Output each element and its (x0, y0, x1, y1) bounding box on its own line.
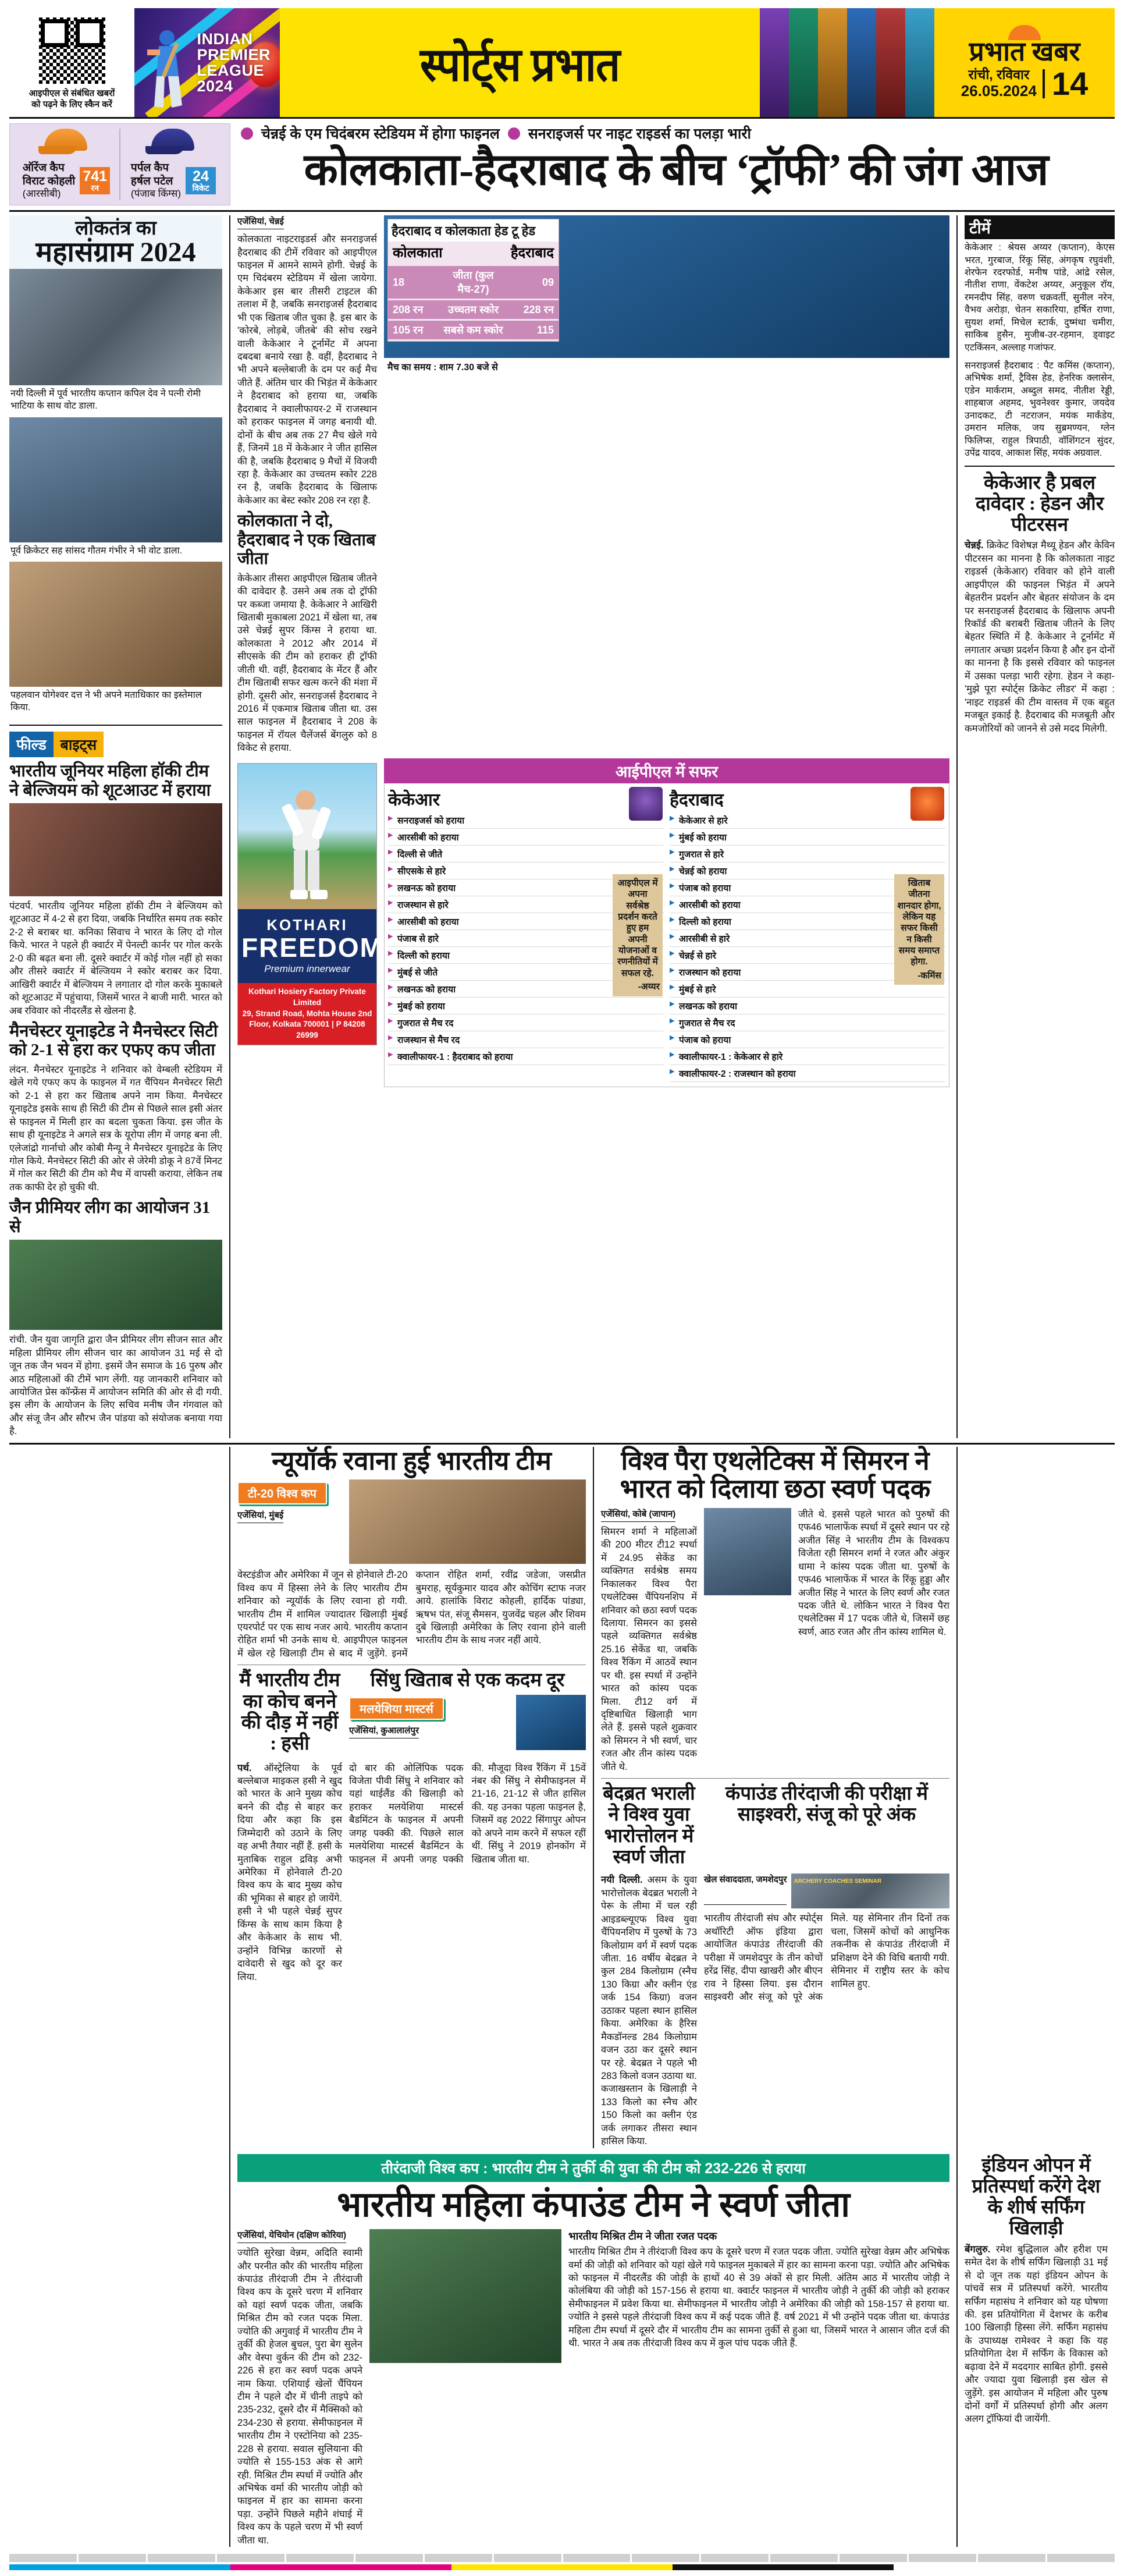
journey-srh-item: ▶ क्वालीफायर-1 : केकेआर से हारे (670, 1048, 945, 1065)
simran-body: सिमरन शर्मा ने महिलाओं की 200 मीटर टी12 स्पर्धा में 24.95 सेकेंड का व्यक्तिगत सर्वश्रेष्ठ समय निकालकर विश्व पैरा एथलेटिक्स चैंपियनशिप में शनिवार को छठा स्वर्ण पदक दिलाया. सिमरन का इससे पहले व्यक्तिगत सर्वश्रेष्ठ 25.16 सेकेंड था, जबकि विश्व रैंकिंग में आठवें स्थान पर थी. इस स्पर्धा में उन्होंने भारत को कांस्य पदक मिला. टी12 वर्ग में दृष्टिबाधित खिलाड़ी भाग लेते हैं. इससे पहले शुक्रवार को सिमरन ने भी स्वर्ण, चार रजत और तीन कांस्य पदक जीते थे. (601, 1526, 697, 1772)
h2h-metric: सबसे कम स्कोर (443, 324, 503, 336)
journey-srh-item: ▶ केकेआर से हारे (670, 812, 945, 829)
bedabrat-body: नयी दिल्ली. असम के युवा भारोत्तोलक बेदब्रत भराली ने पेरू के लीमा में चल रही आइडब्ल्यूएफ विश्व युवा चैंपियनशिप में पुरुषों के 73 किलोग्राम वर्ग में स्वर्ण पदक जीता. 16 वर्षीय बेदब्रत ने कुल 284 किलोग्राम (स्नैच 130 किग्रा और क्लीन एंड जर्क 154 किग्रा) वजन उठाकर पहला स्थान हासिल किया. अमेरिका के हैरिस मैकडॉनल्ड 284 किलोग्राम वजन उठा कर दूसरे स्थान पर रहे. बेदब्रत ने पहले भी 283 किलो वजन उठाया था. कजाखस्तान के खिलाड़ी ने 133 किलो का स्नैच और 150 किलो का क्लीन एंड जर्क लगाकर तीसरा स्थान हासिल किया. (601, 1875, 697, 2147)
purple-cap-unit: विकेट (192, 183, 209, 193)
journey-kkr-item: ▶ लखनऊ को हराया (388, 879, 664, 896)
edition-city: रांची, रविवार (968, 66, 1030, 82)
orange-cap-value: 741 (83, 168, 108, 185)
sindhu-body: दो बार की ओलिंपिक पदक विजेता पीवी सिंधु ने शनिवार को यहां थाईलैंड की खिलाड़ी को हराकर मलयेशिया मास्टर्स बैडमिंटन के फाइनल में अपनी जगह पक्की की. पिछले साल मलयेशिया मास्टर्स बैडमिंटन के फाइनल में अपनी जगह पक्की की. मौजूदा विश्व रैंकिंग में 15वें नंबर की सिंधु ने सेमीफाइनल में 21-16, 21-12 से जीत हासिल की. यह उनका पहला फाइनल है, जिसमें वह 2022 सिंगापुर ओपन को अपने नाम करने में सफल रहीं थीं. सिंधु ने 2019 होनकोंग में खिताब जीता था. (349, 1762, 586, 1865)
journey-srh-item: ▶ चेन्नई से हारे (670, 947, 945, 964)
journey-kkr-item: ▶ सनराइजर्स को हराया (388, 812, 664, 829)
ad-company: Kothari Hosiery Factory Private Limited (248, 987, 366, 1007)
h2h-right-value: 09 (542, 276, 554, 288)
simran-story (594, 1447, 958, 2148)
bullet-dot-icon (241, 127, 253, 140)
top-band (9, 123, 1115, 205)
section-title-banner (280, 8, 760, 117)
srh-quote-text: खिताब जीतना शानदार होगा, लेकिन यह सफर किसी न किसी समय समाप्त होगा. (897, 878, 941, 967)
bedabrat-headline: बेदब्रत भराली ने विश्व युवा भारोत्तोलन में स्वर्ण जीता (603, 1783, 695, 1868)
photo-archery-team (369, 2229, 561, 2363)
h2h-row (388, 266, 559, 299)
journey-kkr-item: ▶ मुंबई से जीते (388, 964, 664, 981)
journey-kkr-item: ▶ सीएसके से हारे (388, 863, 664, 879)
journey-srh-item: ▶ लखनऊ को हराया (670, 998, 945, 1014)
kicker-1: चेन्नई के एम चिदंबरम स्टेडियम में होगा फाइनल (261, 126, 500, 142)
qr-block (9, 8, 134, 117)
h2h-left-value: 18 (393, 276, 405, 288)
purple-cap-team: (पंजाब किंग्स) (130, 188, 182, 200)
fb-story2-headline: मैनचेस्टर यूनाइटेड ने मैनचेस्टर सिटी को 2-1 से हरा कर एफए कप जीता (9, 1021, 218, 1060)
caps-leaderboard (9, 123, 230, 205)
fb-story3-body: रांची. जैन युवा जागृति द्वारा जैन प्रीमियर लीग सीजन सात और महिला प्रीमियर लीग सीजन चार का आयोजन 31 मई से दो जून तक जैन भवन में होगा. इसमें जैन समाज के 16 पुरुष और आठ महिलाओं की टीमें भाग लेंगी. यह जानकारी शनिवार को आयोजित प्रेस कॉन्फ्रेंस में आयोजन समिति की ओर से दी गयी. इस लीग के आयोजन के लिए सचिव मनीष जैन गंगवाल को और संजू जैन और सौरभ जैन पांडया को संयोजक बनाया गया है. (9, 1335, 222, 1437)
journey-srh-item: ▶ आरसीबी से हारे (670, 930, 945, 947)
loktantra-line1: लोकतंत्र का (75, 218, 156, 240)
photo-hockey (9, 803, 222, 896)
journey-srh-item: ▶ पंजाब को हराया (670, 1031, 945, 1048)
journey-kkr-quote (613, 874, 663, 996)
hussey-body: पर्थ. ऑस्ट्रेलिया के पूर्व बल्लेबाज माइकल हसी ने खुद को भारत के आने मुख्य कोच बनने की दौड़ से बाहर कर दिया और कहा कि इस जिम्मेदारी को उठाने के लिए वह अभी तैयार नहीं हैं. हसी के मुताबिक राहुल द्रविड़ अभी अमेरिका में होनेवाले टी-20 विश्व कप के बाद मुख्य कोच की भूमिका से बाहर हो जायेंगे. हसी ने भी पहले चेन्नई सुपर किंग्स के साथ काम किया है और केकेआर के साथ भी. उन्होंने विभिन्न कारणों से दावेदारी से खुद को दूर कर लिया. (237, 1762, 342, 1982)
archery-band: तीरंदाजी विश्व कप : भारतीय टीम ने तुर्की की युवा की टीम को 232-226 से हराया (237, 2154, 949, 2182)
divider (9, 210, 1115, 212)
bullet-dot-icon (508, 127, 520, 140)
kkr-quote-text: आइपीएल में अपना सर्वश्रेष्ठ प्रदर्शन करते हुए हम अपनी योजनाओं व रणनीतियों में सफल रहे. (617, 878, 658, 978)
journey-kkr (388, 787, 664, 1082)
lead-headline: कोलकाता-हैदराबाद के बीच ‘ट्रॉफी’ की जंग आज (304, 146, 1048, 194)
hussey-byline: पर्थ. (237, 1762, 252, 1773)
h2h-metric: जीता (कुल मैच-27) (453, 269, 494, 296)
surfing-byline: बेंगलुरु. (965, 2244, 991, 2255)
lead-subhead: कोलकाता ने दो, हैदराबाद ने एक खिताब जीता (237, 512, 376, 569)
section-title: स्पोर्ट्स प्रभात (419, 40, 620, 91)
ipl-line1: INDIAN (197, 30, 253, 48)
journey-kkr-item: ▶ पंजाब से हारे (388, 930, 664, 947)
journey-srh-item: ▶ गुजरात से मैच रद (670, 1014, 945, 1031)
journey-srh-item: ▶ राजस्थान को हराया (670, 964, 945, 981)
journey-srh-item: ▶ दिल्ली को हराया (670, 913, 945, 930)
photo-gautam-gambhir (9, 417, 222, 542)
archery-byline: एजेंसियां, येचियोन (दक्षिण कोरिया) (237, 2229, 346, 2243)
photo-caption-1: नयी दिल्ली में पूर्व भारतीय कप्तान कपिल देव ने पत्नी रोमी भाटिया के साथ वोट डाला. (10, 389, 201, 411)
kkr-favourite-byline: चेन्नई. (965, 540, 984, 551)
journey-kkr-item: ▶ गुजरात से मैच रद (388, 1014, 664, 1031)
journey-title: आईपीएल में सफर (384, 758, 949, 783)
archery-subbody: भारतीय मिश्रित टीम ने तीरंदाजी विश्व कप के दूसरे चरण में रजत पदक जीता. ज्योति सुरेखा वेन्नम और अभिषेक वर्मा की जोड़ी को शनिवार को यहां खेले गये फाइनल मुकाबले में हार का सामना करना पड़ा. ज्योति और अभिषेक को फाइनल में नीदरलैंड की जोड़ी के हाथों 40 से 39 अंकों से हार मिली. अंतिम आठ में भारतीय जोड़ी ने कोलंबिया की जोड़ी को 157-156 से हराया था. क्वार्टर फाइनल में भारतीय जोड़ी ने तुर्की की जोड़ी को हराकर सेमीफाइनल में प्रवेश किया था. सेमीफाइनल में भारतीय जोड़ी ने अमेरिका की जोड़ी को 158-157 से हराया था. ज्योति ने इससे पहले तीरंदाजी विश्व कप में कई पदक जीते हैं. वर्ष 2021 में भी उन्होंने पदक जीता था. कंपाउंड महिला टीम स्पर्धा में दूसरे दौर में भारतीय टीम का सामना तुर्की से हुआ था, जिसमें भारत ने आसान जीत दर्ज की थी. भारत ने अब तक तीरंदाजी विश्व कप में कुल पांच पदक जीते हैं. (568, 2247, 949, 2349)
color-calibration-bar (9, 2564, 1115, 2570)
newyork-body: वेस्टइंडीज और अमेरिका में जून से होनेवाले टी-20 विश्व कप में हिस्सा लेने के लिए भारतीय टीम शनिवार को न्यूयॉर्क के लिए रवाना हो गयी. भारतीय टीम में शामिल ज्यादातर खिलाड़ी मुंबई एयरपोर्ट पर एक साथ नजर आये. भारतीय कप्तान रोहित शर्मा भी उनके साथ थे. आइपीएल फाइनल में खेल रहे खिलाड़ी टीम से बाद में जुड़ेंगे. इनमें कप्तान रोहित शर्मा, रवींद्र जडेजा, जसप्रीत बुमराह, सूर्यकुमार यादव और कोचिंग स्टाफ नजर आये. हालांकि विराट कोहली, हार्दिक पांड्या, ऋषभ पंत, संजू सैमसन, युजवेंद्र चहल और शिवम दुबे खिलाड़ी अमेरिका के लिए रवाना होने वाली भारतीय टीम के साथ नजर नहीं आये. (237, 1570, 586, 1659)
journey-kkr-item: ▶ क्वालीफायर-1 : हैदराबाद को हराया (388, 1048, 664, 1065)
h2h-metric: उच्चतम स्कोर (448, 304, 499, 316)
teams-title: टीमें (965, 215, 1115, 239)
newyork-story (230, 1447, 594, 2148)
head-to-head-panel (387, 219, 559, 342)
ad-address: 29, Strand Road, Mohta House 2nd Floor, Kolkata 700001 | P 84208 26999 (242, 1009, 372, 1040)
purple-cap-value: 24 (193, 168, 209, 185)
hussey-headline: मैं भारतीय टीम का कोच बनने की दौड़ में नहीं : हसी (239, 1670, 340, 1755)
ipl-banner (134, 8, 280, 117)
journey-kkr-item: ▶ मुंबई को हराया (388, 998, 664, 1014)
journey-kkr-item: ▶ लखनऊ को हराया (388, 981, 664, 998)
sindhu-headline: सिंधु खिताब से एक कदम दूर (370, 1670, 565, 1691)
match-time: मैच का समय : शाम 7.30 बजे से (387, 363, 498, 373)
purple-cap-badge (186, 167, 216, 194)
kicker-2: सनराइजर्स पर नाइट राइडर्स का पलड़ा भारी (528, 126, 752, 142)
lead-byline: एजेंसियां, चेन्नई (237, 215, 284, 229)
orange-cap-badge (80, 167, 110, 194)
photo-caption-2: पूर्व क्रिकेटर सह सांसद गौतम गंभीर ने भी वोट डाला. (10, 545, 183, 556)
ad-product: FREEDOM (241, 932, 383, 963)
simran-byline: एजेंसियां, कोबे (जापान) (601, 1508, 675, 1522)
ad-tagline: Premium innerwear (264, 963, 350, 974)
surfing-headline: इंडियन ओपन में प्रतिस्पर्धा करेंगे देश के शीर्ष सर्फिंग खिलाड़ी (972, 2155, 1101, 2240)
simran-body-2: जीते थे. इससे पहले भारत को पुरुषों की एफ46 भालाफेंक स्पर्धा में दूसरे स्थान पर रहे अजीत सिंह ने भारतीय टीम के विश्वकप विजेता रही सिमरन शर्मा ने रजत और अंकुर धामा ने कांस्य पदक जीता था. पुरुषों के एफ46 भालाफेंक में भारत के रिंकू हुड्डा और अजीत सिंह ने भारत के लिए स्वर्ण और रजत पदक जीते थे. लोकिन भारत ने विश्व पैरा एथलेटिक्स में 17 पदक जीते थे, जिसमें छह स्वर्ण, आठ रजत और तीन कांस्य शामिल थे. (798, 1509, 949, 1637)
journey-srh-item: ▶ आरसीबी को हराया (670, 896, 945, 913)
journey-srh-item: ▶ मुंबई को हराया (670, 829, 945, 846)
purple-cap-cell (119, 129, 226, 200)
h2h-team-left: कोलकाता (393, 245, 443, 261)
brand-block (934, 8, 1115, 117)
field-bites-label-2: बाइट्स (54, 732, 104, 757)
compound-byline: खेल संवाददाता, जमशेदपुर (704, 1874, 787, 1905)
seminar-banner-text: ARCHERY COACHES SEMINAR (794, 1878, 882, 1885)
journey-srh-item: ▶ चेन्नई को हराया (670, 863, 945, 879)
batsman-illustration-icon (141, 26, 195, 113)
journey-srh-item: ▶ पंजाब को हराया (670, 879, 945, 896)
ipl-line2: PREMIER (197, 45, 271, 63)
journey-kkr-name: केकेआर (388, 790, 440, 810)
archery-subhead: भारतीय मिश्रित टीम ने जीता रजत पदक (568, 2230, 717, 2243)
simran-headline: विश्व पैरा एथलेटिक्स में सिमरन ने भारत को दिलाया छठा स्वर्ण पदक (620, 1446, 931, 1504)
orange-cap-team: (आरसीबी) (22, 188, 61, 200)
bedabrat-byline: नयी दिल्ली. (601, 1875, 643, 1886)
photo-pahalwan (9, 562, 222, 687)
journey-kkr-item: ▶ राजस्थान से मैच रद (388, 1031, 664, 1048)
h2h-team-right: हैदराबाद (510, 245, 554, 261)
lead-text-block (237, 215, 377, 755)
field-bites-label-1: फील्ड (9, 732, 54, 757)
photo-kapil-dev (9, 269, 222, 385)
ad-image (238, 764, 376, 909)
journey-srh-quote (894, 874, 944, 985)
photo-simran (704, 1508, 791, 1595)
sindhu-byline: एजेंसियां, कुआलालंपुर (349, 1725, 419, 1738)
journey-srh-item: ▶ मुंबई से हारे (670, 981, 945, 998)
orange-cap-title: ऑरेंज कैप (22, 162, 65, 174)
lead-body-2: केकेआर तीसरा आइपीएल खिताब जीतने की दावेदार है. उसने अब तक दो ट्रॉफी पर कब्जा जमाया है. केकेआर ने आखिरी खिताबी मुकाबला 2021 में खेला था, तब उसे चेन्नई सुपर किंग्स ने हराया था. कोलकाता ने 2012 और 2014 में सीएसके की टीम को हराकर ही ट्रॉफी जीती थी. वहीं, हैदराबाद के मेंटर हैं और टीम खिताबी सफर खत्म करने की मंशा में होगी. दूसरी ओर, सनराइजर्स हैदराबाद ने 2016 में एकमात्र खिताब जीता था. उस साल फाइनल में हैदराबाद ने 208 के फाइनल में रॉयल चैलेंजर्स बेंगलुरु को 8 विकेट से हराया. (237, 573, 377, 754)
h2h-row (388, 321, 559, 339)
kkr-quote-source: -अय्यर (638, 982, 660, 992)
t20-worldcup-pill: टी-20 विश्व कप (237, 1482, 327, 1505)
orange-cap-cell (13, 129, 119, 200)
journey-srh (670, 787, 945, 1082)
fb-story1-headline: भारतीय जूनियर महिला हॉकी टीम ने बेल्जियम को शूटआउट में हराया (9, 762, 211, 800)
journey-srh-name: हैदराबाद (670, 790, 724, 810)
lower-col-4 (958, 1447, 1115, 2148)
field-bites-logo (9, 732, 222, 757)
lead-media-block (384, 215, 949, 755)
main-grid (9, 215, 1115, 1438)
orange-cap-unit: रन (91, 183, 99, 193)
bottom-col-left-spacer (9, 2148, 230, 2547)
purple-cap-icon (145, 129, 201, 159)
archery-body: ज्योति सुरेखा वेन्नम, अदिति स्वामी और परनीत कौर की भारतीय महिला कंपाउंड तीरंदाजी टीम ने तीरंदाजी विश्व कप के दूसरे चरण में शनिवार को यहां स्वर्ण पदक जीता, जबकि मिश्रित टीम को रजत पदक मिला. ज्योति की अगुवाई में भारतीय टीम ने तुर्की की हेजल बुचल, पुरा बेग सुलेन और वेस्पा वुर्कन की टीम को 232-226 से हरा कर स्वर्ण पदक अपने नाम किया. एशियाई खेलों चैंपियन टीम ने पहले दौर में चीनी ताइपे को 235-232, दूसरे दौर में मैक्सिको को 234-230 से हराया. सेमीफाइनल में भारतीय टीम ने एस्टोनिया को 235-228 से हराया. सवाल सुलियाना की ज्योति से 155-153 अंक से आगे रही. मिश्रित टीम स्पर्धा में ज्योति और अभिषेक वर्मा की भारतीय जोड़ी को फाइनल में हार का सामना करना पड़ा. उन्होंने पिछले महीने शंघाई में विश्व कप के पहले चरण में भी स्वर्ण जीता था. (237, 2248, 362, 2546)
photo-caption-3: पहलवान योगेश्वर दत्त ने भी अपने मताधिकार का इस्तेमाल किया. (10, 690, 202, 713)
page-number: 14 (1043, 69, 1088, 98)
loktantra-logo (9, 215, 222, 269)
archery-headline: भारतीय महिला कंपाउंड टीम ने स्वर्ण जीता (337, 2185, 850, 2224)
kkr-favourite-headline: केकेआर है प्रबल दावेदार : हेडन और पीटरसन (975, 472, 1104, 536)
photo-sindhu (516, 1695, 586, 1750)
ipl-logo-text (197, 31, 280, 94)
h2h-right-value: 228 रन (523, 304, 554, 316)
ipl-line3: LEAGUE (197, 61, 264, 79)
newyork-headline: न्यूयॉर्क रवाना हुई भारतीय टीम (272, 1446, 552, 1475)
lower-grid (9, 1447, 1115, 2148)
srh-quote-source: -कमिंस (917, 970, 941, 981)
h2h-left-value: 105 रन (393, 324, 424, 336)
journey-srh-item: ▶ क्वालीफायर-2 : राजस्थान को हराया (670, 1065, 945, 1082)
ad-brand: KOTHARI (266, 916, 348, 934)
lead-headline-block (237, 123, 1115, 205)
compound-headline: कंपाउंड तीरंदाजी की परीक्षा में साइश्वरी, संजू को पूरे अंक (725, 1783, 928, 1826)
compound-body: भारतीय तीरंदाजी संघ और स्पोर्ट्स अथॉरिटी ऑफ इंडिया द्वारा आयोजित कंपाउंड तीरंदाजी की परीक्षा में जमशेदपुर के तीन कोचों हरेंद्र सिंह, दीपा खाखरी और बीएन राव ने हिस्सा लिया. इस दौरान साइश्वरी और संजू को पूरे अंक मिले. यह सेमिनार तीन दिनों तक चला, जिसमें कोचों को आधुनिक तकनीक से कंपाउंड तीरंदाजी में प्रशिक्षण देने की विधि बतायी गयी. सेमिनार में राष्ट्रीय स्तर के कोच शामिल हुए. (704, 1913, 949, 2002)
footer-registration-strip (9, 2554, 1115, 2562)
purple-cap-title: पर्पल कैप (130, 162, 169, 174)
h2h-left-value: 208 रन (393, 304, 424, 316)
column-left (9, 215, 230, 1438)
column-right (958, 215, 1115, 1438)
lead-body: कोलकाता नाइटराइडर्स और सनराइजर्स हैदराबाद की टीमें रविवार को आइपीएल फाइनल में आमने सामने होगी. चेन्नई के एम चिदंबरम स्टेडियम में खेला जायेगा. केकेआर इस बार तीसरी टाइटल की तलाश में है, जबकि सनराइजर्स हैदराबाद भी एक खिताब जीत चुका है. इस बार के 'कोरबे, लोड़बे, जीतबे' की सोच रखने वाली केकेआर ने टूर्नामेंट में अपना दबदबा बनाये रखा है. वहीं, हैदराबाद ने भी अपने बल्लेबाजी के दम पर कई मैच जीते हैं. अंतिम चार की भिड़ंत में केकेआर ने हैदराबाद को हराया था, जबकि हैदराबाद ने क्वालीफायर-2 में राजस्थान को हराकर फाइनल में जगह बनायी थी. दोनों के बीच अब तक 27 मैच खेले गये हैं, जिनमें 18 में केकेआर ने जीत हासिल की है, जबकि हैदराबाद 9 मैचों में विजयी रहा है. केकेआर का उच्चतम स्कोर 228 रन है, जबकि हैदराबाद के खिलाफ केकेआर का बेस्ट स्कोर 208 रन रहा है. (237, 234, 377, 506)
archery-story (230, 2148, 958, 2547)
teams-kkr: केकेआर : श्रेयस अय्यर (कप्तान), केएस भरत, गुरबाज, रिंकू सिंह, अंगकृष रघुवंशी, शेरफेन रदरफोर्ड, मनीष पांडे, आंद्रे रसेल, नीतीश राणा, वेंकटेश अय्यर, अनुकूल रॉय, रमनदीप सिंह, वरुण चक्रवर्ती, सुनील नरेन, वैभव अरोड़ा, चेतन सकारिया, हर्षित राणा, सुयश शर्मा, मिचेल स्टार्क, दुष्मंथा चमीरा, साकिब हुसैन, मुजीब-उर-रहमान, ड्वाइट एटकिंसन, अल्लाह गजांफर. (965, 243, 1115, 353)
brand-name: प्रभात खबर (969, 36, 1080, 66)
lower-col-1 (9, 1447, 230, 2148)
photo-archery-seminar (791, 1874, 949, 1908)
h2h-title: हैदराबाद व कोलकाता हेड टू हेड (388, 219, 559, 242)
ipl-line4: 2024 (197, 77, 233, 95)
h2h-right-value: 115 (536, 324, 554, 336)
journey-kkr-item: ▶ दिल्ली से जीते (388, 846, 664, 863)
loktantra-line2: महासंग्राम 2024 (35, 237, 196, 268)
malaysia-masters-pill: मलयेशिया मास्टर्स (349, 1697, 444, 1720)
surfing-story (958, 2148, 1115, 2547)
kkr-favourite-body: चेन्नई. क्रिकेट विशेषज्ञ मैथ्यू हेडन और केविन पीटरसन का मानना है कि कोलकाता नाइट राइडर्स (केकेआर) रविवार को होने वाली आइपीएल की फाइनल भिड़ंत में अपने बेहतरीन प्रदर्शन और बेहतर संयोजन के दम पर सनराइजर्स हैदराबाद के खिलाफ अपनी रिकॉर्ड की बराबरी खिताब जीतने के लिए बेहतर स्थिति में है. केकेआर ने टूर्नामेंट में लगातार अच्छा प्रदर्शन किया है और इन दोनों का मानना है कि इससे रविवार को फाइनल में उसका पलड़ा भारी रहेगा. हेडन ने कहा- 'मुझे पूरा स्पोर्ट्स क्रिकेट लीडर' में कहा : 'नाइट राइडर्स की टीम वास्तव में एक बहुत मजबूत इकाई है. हैदराबाद की मजबूती और कमजोरियों को जानने से उसे मदद मिलेगी. (965, 540, 1115, 734)
journey-srh-item: ▶ गुजरात से हारे (670, 846, 945, 863)
journey-kkr-item: ▶ आरसीबी को हराया (388, 913, 664, 930)
fb-story1-body: पंटवर्प. भारतीय जूनियर महिला हॉकी टीम ने बेल्जियम को शूटआउट में 4-2 से हरा दिया, जबकि निर्धारित समय तक स्कोर 2-2 से बराबर था. कनिका सिवाच ने भारत के लिए दो गोल किये. भारत ने पहले ही क्वार्टर में पेनल्टी कार्नर पर गोल करके 2-0 की बढ़त बना ली. दूसरे क्वार्टर में कोई गोल नहीं हो सका और तीसरे क्वार्टर में बेल्जियम ने स्कोर बराबर कर दिया. आखिरी क्वार्टर में बेल्जियम ने लगातार दो गोल करके मुकाबले को शूटआउट में पहुंचाया, जिसमें भारत ने बाजी मारी. भारत को अब रविवार को नीदरलैंड से खेलना है. (9, 901, 222, 1016)
photo-captains (384, 215, 949, 358)
journey-kkr-item: ▶ दिल्ली को हराया (388, 947, 664, 964)
photo-jain-league (9, 1240, 222, 1330)
photo-team-airport (349, 1479, 586, 1564)
newyork-byline: एजेंसियां, मुंबई (237, 1509, 283, 1523)
journey-block (384, 758, 949, 1087)
surfing-body: बेंगलुरु. रमेश बुद्धिलाल और हरीश एम समेत देश के शीर्ष सर्फिंग खिलाड़ी 31 मई से दो जून तक यहां इंडियन ओपन के पांचवें सत्र में प्रतिस्पर्धा करेंगे. भारतीय सर्फिंग महासंघ ने शनिवार को यह घोषणा की. इस प्रतियोगिता में देशभर के करीब 100 खिलाड़ी हिस्सा लेंगे. सर्फिंग महासंघ के उपाध्यक्ष रामेश्वर ने कहा कि यह प्रतियोगिता देश में सर्फिंग के विकास को बढ़ावा देने में मददगार साबित होगी. इससे और ज्यादा युवा खिलाड़ी इस खेल से जुड़ेंगे. इस आयोजन में महिला और पुरुष दोनों वर्गों में प्रतिस्पर्धा होगी और अलग अलग ट्रॉफियां दी जायेंगी. (965, 2244, 1108, 2425)
h2h-row (388, 300, 559, 319)
fb-story2-body: लंदन. मैनचेस्टर यूनाइटेड ने शनिवार को वेम्बली स्टेडियम में खेले गये एफए कप के फाइनल में गत चैंपियन मैनचेस्टर सिटी को 2-1 से हरा कर खिताब अपने नाम किया. मैनचेस्टर यूनाइटेड इसके साथ ही सिटी की टीम से पिछले साल इसी अंतर से फाइनल में मिली हार का बदला चुकता किया. इस जीत के साथ ही यूनाइटेड ने अगले सत्र के यूरोपा लीग में जगह बना ली. एलेजांद्रो गार्नाचो और कोबी मैन्यू ने मैनचेस्टर यूनाइटेड के लिए गोल किये. मैनचेस्टर सिटी की ओर से जेरेमी डोकू ने 87वें मिनट में गोल कर सिटी की टीम को मैच में वापसी कराया, लेकिन तब तक काफी देर हो चुकी थी. (9, 1064, 223, 1193)
cricketer-illustration-icon (264, 785, 351, 904)
players-photo-strip (760, 8, 934, 117)
fb-story3-headline: जैन प्रीमियर लीग का आयोजन 31 से (9, 1198, 211, 1236)
qr-caption-line2: को पढ़ने के लिए स्कैन करें (31, 100, 112, 109)
masthead (9, 8, 1115, 119)
bottom-grid (9, 2148, 1115, 2547)
kicker-row (237, 123, 1115, 143)
publication-date: 26.05.2024 (961, 82, 1037, 100)
column-middle (230, 215, 958, 1438)
purple-cap-player: हर्षल पटेल (130, 175, 173, 188)
journey-kkr-item: ▶ आरसीबी को हराया (388, 829, 664, 846)
orange-cap-icon (38, 129, 94, 159)
divider (9, 1443, 1115, 1445)
teams-srh: सनराइजर्स हैदराबाद : पैट कमिंस (कप्तान), अभिषेक शर्मा, ट्रैविस हेड, हेनरिक क्लासेन, एडेन मार्कराम, अब्दुल समद, नीतीश रेड्डी, शाहबाज अहमद, भुवनेश्वर कुमार, जयदेव उनादकट, टी नटराजन, मयंक मार्कंडेय, उमरान मलिक, जय सुब्रमण्यन, ग्लेन फिलिप्स, राहुल त्रिपाठी, वॉशिंगटन सुंदर, उपेंद्र यादव, आकाश सिंह, मयंक अग्रवाल. (965, 361, 1115, 459)
ad-block (237, 758, 383, 1087)
orange-cap-player: विराट कोहली (22, 175, 76, 188)
journey-kkr-item: ▶ राजस्थान से हारे (388, 896, 664, 913)
qr-caption-line1: आइपीएल से संबंधित खबरों (29, 88, 115, 99)
qr-code-icon[interactable] (37, 16, 107, 86)
